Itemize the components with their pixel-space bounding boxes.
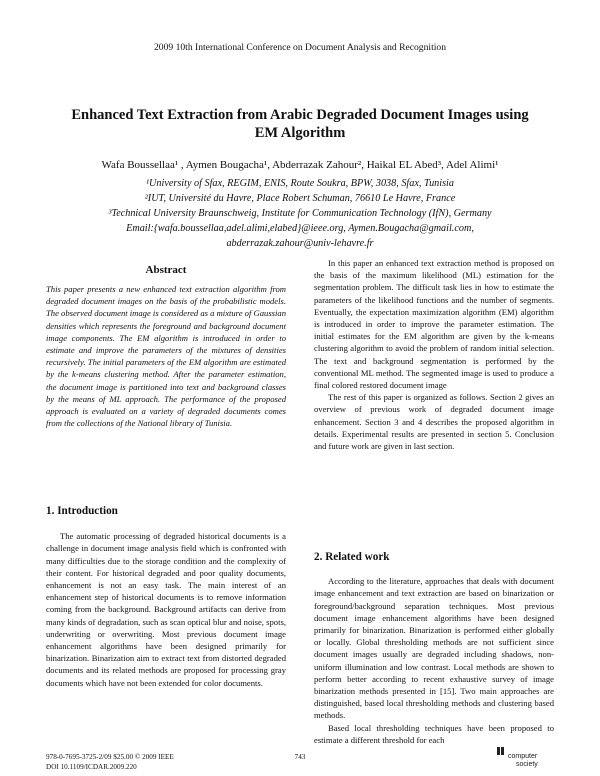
affiliation-2: ²IUT, Université du Havre, Place Robert Schuman, 76610 Le Havre, France bbox=[144, 193, 456, 204]
computer-society-logo bbox=[497, 746, 553, 768]
authors: Wafa Boussellaa¹ , Aymen Bougacha¹, Abderrazak Zahour², Haikal EL Abed³, Adel Alimi¹ bbox=[101, 159, 499, 171]
footer-doi: DOI 10.1109/ICDAR.2009.220 bbox=[46, 762, 137, 771]
paper-title bbox=[60, 106, 540, 142]
right-column-top bbox=[314, 257, 554, 452]
affiliation-3: ³Technical University Braunschweig, Institute for Communication Technology (IfN), Germany bbox=[108, 208, 492, 219]
related-work-paragraph-1: According to the literature, approaches that deals with document image enhancement and text extraction are based on binarization or foreground/background separation techniques. Most previous document image enhancement algorithms have been designed primarily for binarization. Binarization is performed either globally or locally. Global thresholding methods are not sufficient since document images usually are degraded including shadows, non-uniform illumination and low contrast. Local methods are shown to perform better according to recent exhaustive survey of image binarization methods presented in [15]. Two main approaches are distinguished, based local thresholding methods and clustering based methods. bbox=[314, 576, 554, 721]
page-number: 743 bbox=[294, 753, 306, 761]
title-line-1: Enhanced Text Extraction from Arabic Degraded Document Images using bbox=[71, 107, 529, 123]
computer-society-logo-icon bbox=[497, 746, 553, 768]
title-line-2: EM Algorithm bbox=[254, 125, 346, 141]
affiliation-1: ¹University of Sfax, REGIM, ENIS, Route Soukra, BPW, 3038, Sfax, Tunisia bbox=[146, 178, 454, 189]
related-work-heading: 2. Related work bbox=[314, 551, 390, 563]
footer-isbn: 978-0-7695-3725-2/09 $25.00 © 2009 IEEE bbox=[46, 753, 174, 761]
email-line-2: abderrazak.zahour@univ-lehavre.fr bbox=[226, 238, 374, 249]
email-line-1: Email:{wafa.boussellaa,adel.alimi,elabed}@ieee.org, Aymen.Bougacha@gmail.com, bbox=[126, 223, 474, 234]
related-work-paragraph-2: Based local thresholding techniques have been proposed to estimate a different threshold for each bbox=[314, 722, 554, 745]
abstract-heading: Abstract bbox=[145, 264, 187, 276]
right-paragraph-2: The rest of this paper is organized as follows. Section 2 gives an overview of previous work of degraded document image enhancement. Section 3 and 4 describes the proposed algorithm in details. Experimental results are presented in section 5. Conclusion and future work are given in last section. bbox=[314, 392, 554, 452]
abstract-paragraph: This paper presents a new enhanced text extraction algorithm from degraded document images on the basis of the probabilistic models. The observed document image is considered as a mixture of Gaussian densities which represents the foreground and background document image components. The EM algorithm is introduced in order to estimate and improve the parameters of the mixtures of densities recursively. The initial parameters of the EM algorithm are estimated by the k-means clustering method. After the parameter estimation, the document image is partitioned into text and background classes by the means of ML approach. The performance of the proposed approach is evaluated on a variety of degraded documents comes from the collections of the National library of Tunisia. bbox=[46, 284, 286, 429]
introduction-heading: 1. Introduction bbox=[46, 505, 118, 517]
logo-text-computer: computer bbox=[508, 753, 538, 760]
conference-header: 2009 10th International Conference on Document Analysis and Recognition bbox=[153, 42, 446, 53]
related-work-section bbox=[314, 551, 554, 746]
abstract-text bbox=[46, 283, 286, 429]
logo-text-society: society bbox=[516, 761, 538, 768]
introduction-paragraph: The automatic processing of degraded historical documents is a challenge in document image analysis field which is confronted with many difficulties due to the storage condition and the complexity of their content. For historical degraded and poor quality documents, enhancement is not an easy task. The main interest of an enhancement step of historical documents is to remove information coming from the background. Background artifacts can derive from many kinds of degradation, such as scan optical blur and noise, spots, underwriting or overwriting. Most previous document image enhancement algorithms have been designed primarily for binarization. Binarization aim to extract text from distorted degraded documents and its related methods are proposed for processing gray documents which have not been extended for color documents. bbox=[46, 531, 286, 688]
introduction-section bbox=[46, 505, 286, 689]
right-paragraph-1: In this paper an enhanced text extraction method is proposed on the basis of the maximum likelihood (ML) estimation for the segmentation problem. The difficult task lies in how to estimate the parameters of the likelihood functions and the number of segments. Eventually, the expectation maximization algorithm (EM) algorithm is introduced in order to improve the parameter estimation. The initial estimates for the EM algorithm are given by the k-means clustering algorithm to avoid the problem of random initial selection. The text and background segmentation is performed by the conventional ML method. The segmented image is used to produce a final colored restored document image bbox=[314, 258, 554, 391]
